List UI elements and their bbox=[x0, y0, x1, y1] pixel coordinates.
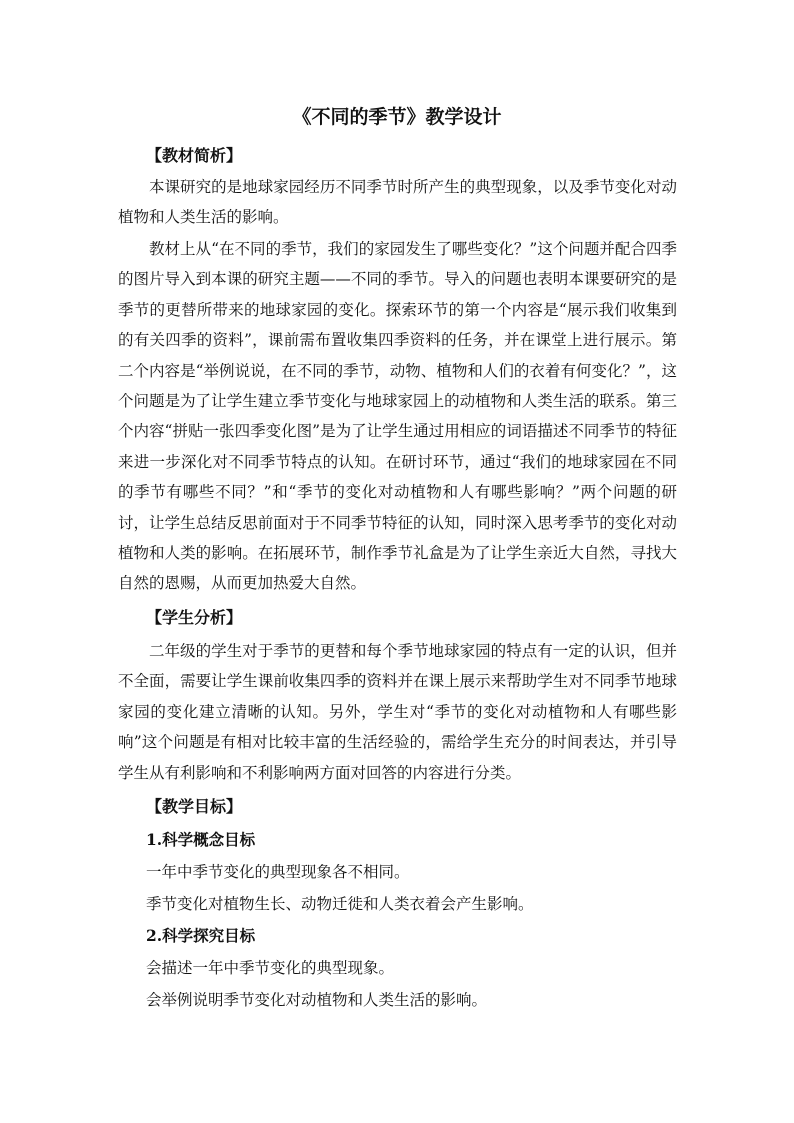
goal-inquiry-2: 会举例说明季节变化对动植物和人类生活的影响。 bbox=[146, 991, 488, 1009]
paragraph-textbook-intro: 本课研究的是地球家园经历不同季节时所产生的典型现象，以及季节变化对动植物和人类生活的影响。 bbox=[118, 178, 677, 227]
subheading-concept-goals: 1.科学概念目标 bbox=[146, 830, 256, 849]
paragraph-textbook-detail: 教材上从“在不同的季节，我们的家园发生了哪些变化？”这个问题并配合四季的图片导入到本课的研究主题——不同的季节。导入的问题也表明本课要研究的是季节的更替所带来的地球家园的变化。探索环节的第一个内容是“展示我们收集到的有关四季的资料”，课前需布置收集四季资料的任务，并在课堂上进行展示。第二个内容是“举例说说，在不同的季节，动物、植物和人们的衣着有何变化？”，这个问题是为了让学生建立季节变化与地球家园上的动植物和人类生活的联系。第三个内容“拼贴一张四季变化图”是为了让学生通过用相应的词语描述不同季节的特征来进一步深化对不同季节特点的认知。在研讨环节，通过“我们的地球家园在不同的季节有哪些不同？”和“季节的变化对动植物和人有哪些影响？”两个问题的研讨，让学生总结反思前面对于不同季节特征的认知，同时深入思考季节的变化对动植物和人类的影响。在拓展环节，制作季节礼盒是为了让学生亲近大自然，寻找大自然的恩赐，从而更加热爱大自然。 bbox=[118, 240, 677, 593]
goal-inquiry-1: 会描述一年中季节变化的典型现象。 bbox=[146, 959, 395, 977]
document-title: 《不同的季节》教学设计 bbox=[292, 106, 502, 128]
goal-concept-1: 一年中季节变化的典型现象各不相同。 bbox=[146, 863, 410, 881]
subheading-inquiry-goals: 2.科学探究目标 bbox=[146, 926, 256, 945]
heading-student-analysis: 【学生分析】 bbox=[146, 608, 243, 627]
heading-teaching-goals: 【教学目标】 bbox=[146, 797, 243, 816]
paragraph-student-analysis: 二年级的学生对于季节的更替和每个季节地球家园的特点有一定的认识，但并不全面，需要让学生课前收集四季的资料并在课上展示来帮助学生对不同季节地球家园的变化建立清晰的认知。另外，学生对“季节的变化对动植物和人有哪些影响”这个问题是有相对比较丰富的生活经验的，需给学生充分的时间表达，并引导学生从有利影响和不利影响两方面对回答的内容进行分类。 bbox=[118, 642, 677, 782]
goal-concept-2: 季节变化对植物生长、动物迁徙和人类衣着会产生影响。 bbox=[146, 895, 534, 913]
heading-textbook-analysis: 【教材简析】 bbox=[146, 146, 243, 165]
